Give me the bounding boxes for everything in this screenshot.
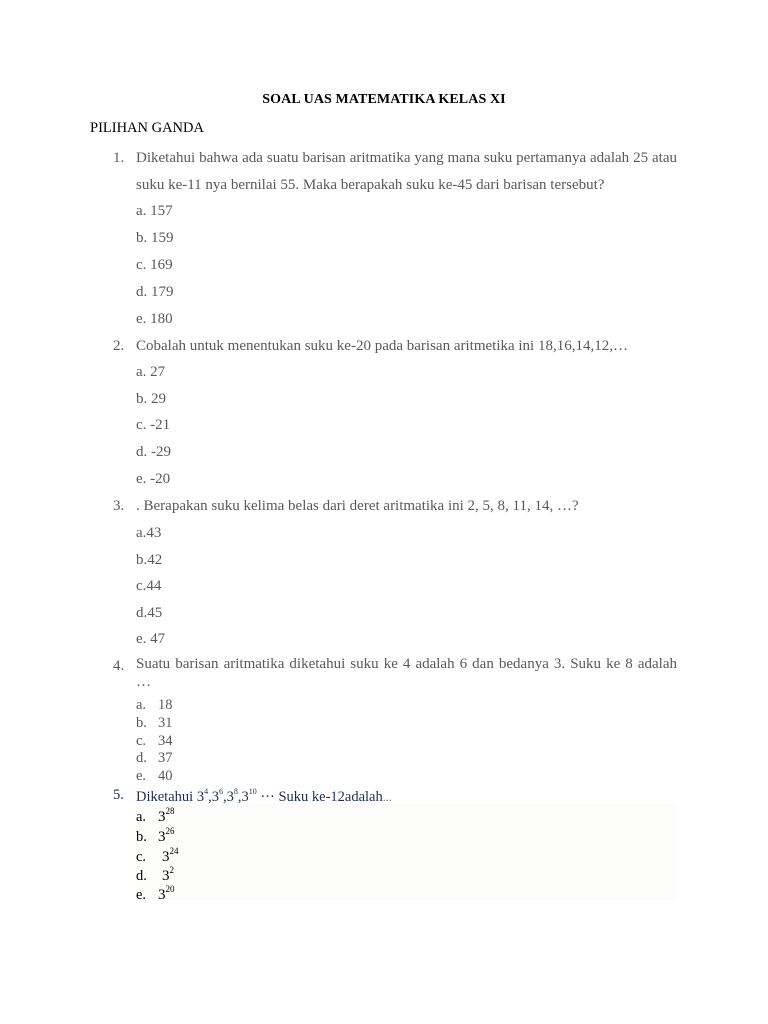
question-3-option-d: d.45 [136,605,163,621]
question-5-option-c [136,846,179,866]
power-base: 3 [211,789,219,805]
question-1-option-e: e. 180 [136,311,173,327]
power-exponent: 8 [233,787,238,796]
option-label: d. [136,750,147,766]
question-2-number: 2. [113,338,125,354]
question-5-options-background [136,804,677,900]
question-2-option-b: b. 29 [136,391,166,407]
power-term [241,789,256,805]
power-exponent: 2 [169,865,174,875]
question-4-option-e [136,768,173,785]
power-base: 3 [241,789,249,805]
power-exponent: 10 [248,787,257,796]
power-exponent: 20 [165,884,175,894]
question-4-line-1: Suatu barisan aritmatika diketahui suku ke 4 adalah 6 dan bedanya 3. Suku ke 8 adalah [136,656,677,672]
power-exponent: 4 [204,787,209,796]
question-5-option-d [136,865,174,885]
question-5-option-a [136,806,175,826]
section-heading: PILIHAN GANDA [90,120,204,136]
question-5-option-b [136,826,175,846]
question-3-option-a: a.43 [136,525,162,541]
option-label: a. [136,809,147,825]
separator: , [222,789,227,805]
option-label: a. [136,697,147,713]
question-2-option-c: c. -21 [136,417,171,433]
question-5-option-e [136,884,175,904]
power-base: 3 [226,789,234,805]
option-label: e. [136,887,147,903]
question-1-number: 1. [113,150,125,166]
option-value: 40 [158,768,173,784]
question-5-text [136,787,392,806]
power-term [212,789,223,805]
question-4-line-2: … [136,674,151,690]
question-4-option-c [136,733,173,750]
document-title: SOAL UAS MATEMATIKA KELAS XI [262,92,506,107]
power-term [197,789,208,805]
ellipsis-dots: ··· [260,789,275,805]
question-4-option-a [136,697,173,714]
question-3-number: 3. [113,498,125,514]
power-base: 3 [158,809,166,825]
question-3-option-b: b.42 [136,552,163,568]
power-base: 3 [162,849,170,865]
option-label: b. [136,715,147,731]
power-exponent: 6 [218,787,223,796]
question-5-number: 5. [113,787,124,803]
separator: , [237,789,242,805]
power-term [227,789,238,805]
question-1-text [136,145,677,199]
question-1-option-d: d. 179 [136,284,174,300]
power-exponent: 28 [165,806,175,816]
question-2-option-a: a. 27 [136,364,166,380]
question-5-ellipsis: ... [382,790,392,804]
question-3-text: . Berapakan suku kelima belas dari deret aritmatika ini 2, 5, 8, 11, 14, …? [136,498,579,514]
option-value: 37 [158,750,173,766]
question-1-line-1: Diketahui bahwa ada suatu barisan aritmatika yang mana suku pertamanya adalah 25 atau [136,150,677,166]
question-1-option-a: a. 157 [136,203,173,219]
power-base: 3 [158,887,166,903]
option-label: d. [136,868,147,884]
option-label: c. [136,733,147,749]
power-base: 3 [162,868,170,884]
option-value: 18 [158,697,173,713]
power-exponent: 26 [165,826,175,836]
question-4-text [136,653,677,689]
power-base: 3 [158,829,166,845]
option-label: c. [136,849,147,865]
question-1-option-c: c. 169 [136,257,173,273]
power-exponent: 24 [169,846,179,856]
option-value: 31 [158,715,173,731]
option-label: e. [136,768,147,784]
option-label: b. [136,829,147,845]
question-3-option-c: c.44 [136,578,162,594]
question-4-option-b [136,715,173,732]
question-1-option-b: b. 159 [136,230,174,246]
question-2-option-e: e. -20 [136,471,171,487]
question-4-option-d [136,750,173,767]
question-4-number: 4. [113,658,125,674]
power-base: 3 [196,789,205,805]
question-5-prefix: Diketahui [136,789,194,805]
question-1-line-2: suku ke-11 nya bernilai 55. Maka berapakah suku ke-45 dari barisan tersebut? [136,177,605,193]
option-value: 34 [158,733,173,749]
separator: , [208,789,212,805]
question-2-text: Cobalah untuk menentukan suku ke-20 pada barisan aritmetika ini 18,16,14,12,… [136,338,628,354]
question-5-suffix: Suku ke-12adalah [278,789,383,805]
question-3-option-e: e. 47 [136,631,166,647]
question-2-option-d: d. -29 [136,444,171,460]
